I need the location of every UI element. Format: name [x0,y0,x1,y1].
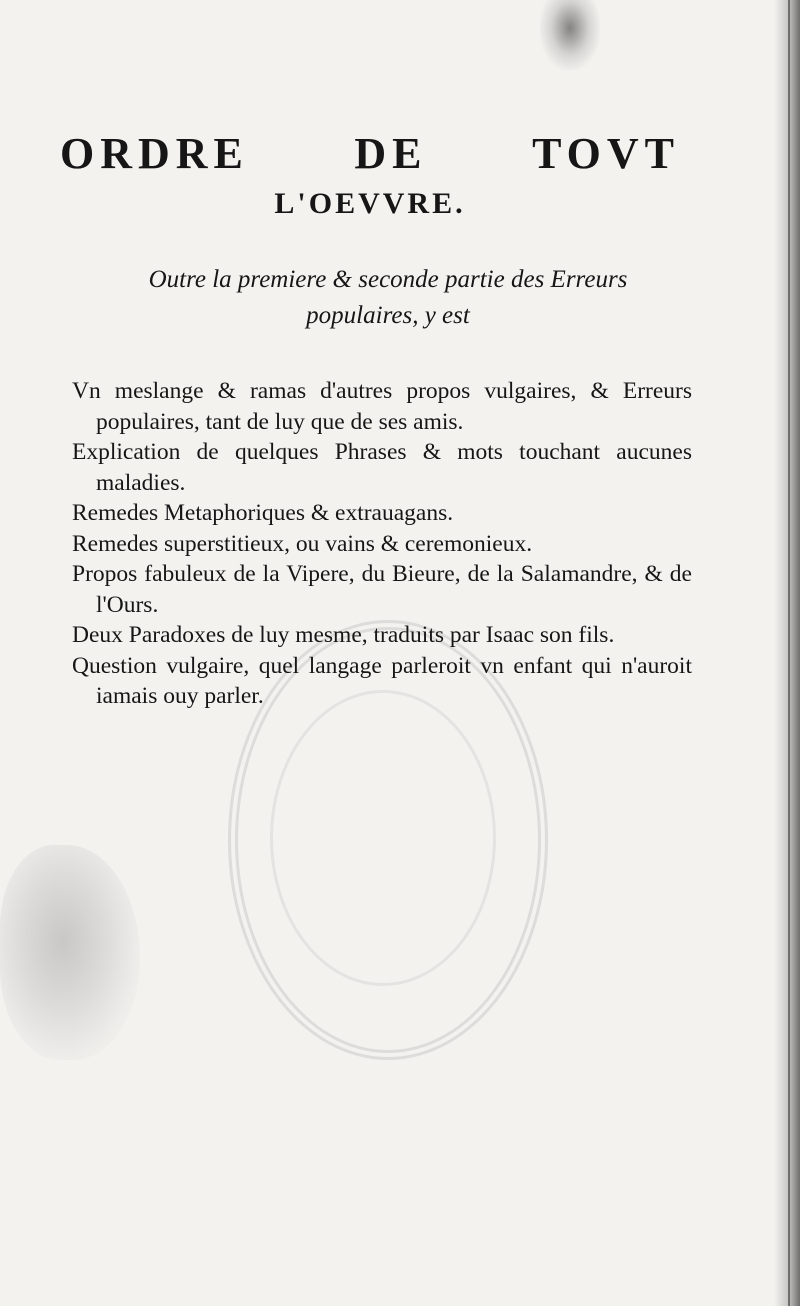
contents-item: Remedes Metaphoriques & extrauagans. [72,500,454,526]
contents-list [72,376,692,712]
foxing-stain [0,845,140,1060]
page-title: ORDRE DE TOVT [60,129,680,178]
contents-item: Question vulgaire, quel langage parleroit vn enfant qui n'auroit iamais ouy parler. [72,652,692,709]
contents-item: Vn meslange & ramas d'autres propos vulgaires, & Erreurs populaires, tant de luy que de ses amis. [72,378,692,435]
library-stamp-inner-ring [270,690,496,986]
page-spine-shadow [774,0,800,1306]
contents-item: Remedes superstitieux, ou vains & ceremonieux. [72,530,533,557]
contents-item: Deux Paradoxes de luy mesme, traduits par Isaac son fils. [72,622,615,648]
contents-item: Propos fabuleux de la Vipere, du Bieure, de la Salamandre, & de l'Ours. [72,561,692,618]
page-subtitle: L'OEVVRE. [274,187,466,220]
page-spine-edge [788,0,790,1306]
contents-item: Explication de quelques Phrases & mots touchant aucunes maladies. [72,439,692,496]
intro-text: Outre la premiere & seconde partie des Erreurs populaires, y est [148,266,628,329]
ink-smudge [540,0,600,70]
